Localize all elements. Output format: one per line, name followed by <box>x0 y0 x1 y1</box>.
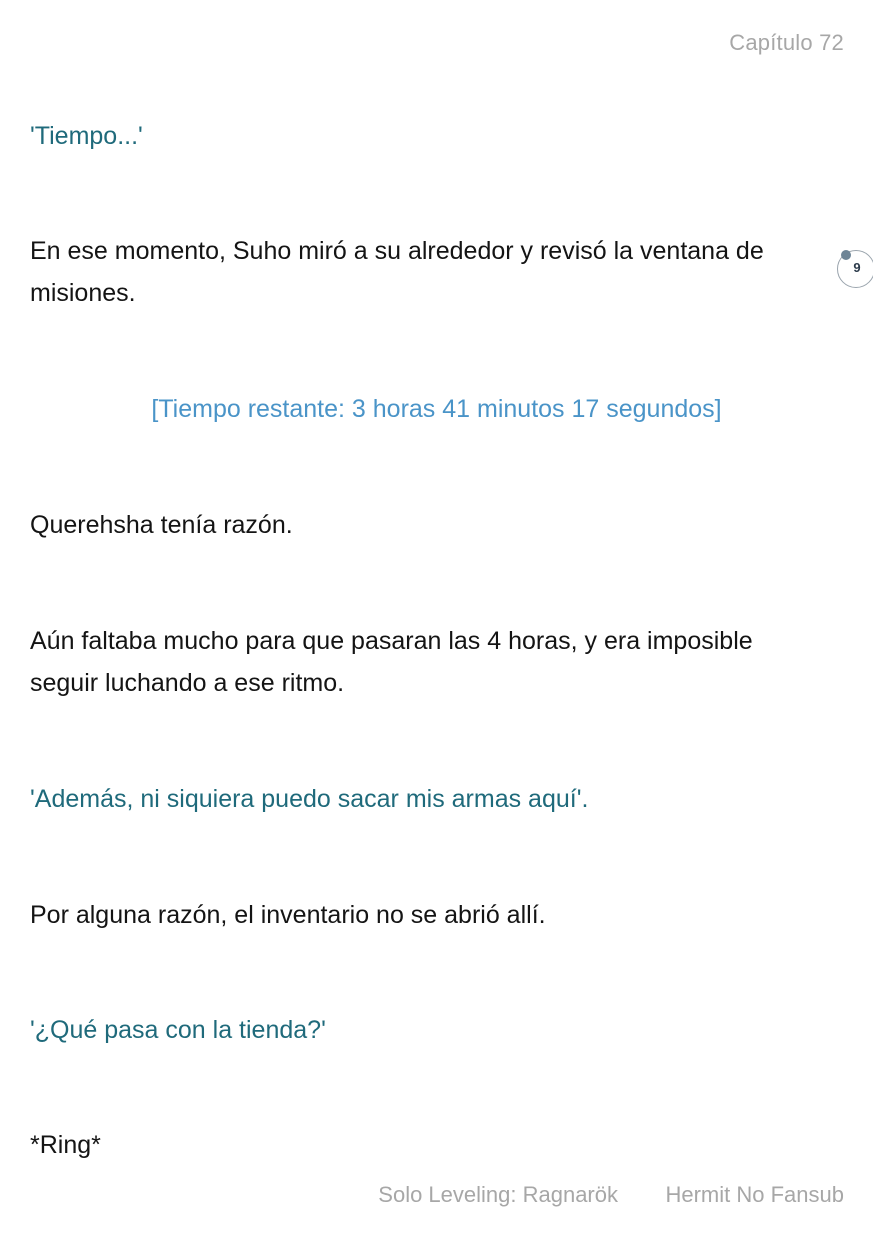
paragraph-line: Querehsha tenía razón. <box>30 511 293 539</box>
footnote-dot-icon <box>841 250 851 260</box>
thought-line-tienda: '¿Qué pasa con la tienda?' <box>30 1016 326 1044</box>
paragraph-line: Por alguna razón, el inventario no se abrió allí. <box>30 901 546 929</box>
paragraph-line: En ese momento, Suho miró a su alrededor y revisó la ventana de <box>30 237 764 265</box>
paragraph-line: seguir luchando a ese ritmo. <box>30 669 345 697</box>
sound-effect-line: *Ring* <box>30 1131 101 1159</box>
chapter-label: Capítulo 72 <box>729 30 844 55</box>
system-message: [Tiempo restante: 3 horas 41 minutos 17 segundos] <box>151 395 722 423</box>
thought-line-tiempo: 'Tiempo...' <box>30 122 143 150</box>
thought-line-armas: 'Además, ni siquiera puedo sacar mis armas aquí'. <box>30 785 589 813</box>
paragraph-line: Aún faltaba mucho para que pasaran las 4 horas, y era imposible <box>30 627 753 655</box>
footer-group-name: Hermit No Fansub <box>665 1182 844 1207</box>
footer-novel-title: Solo Leveling: Ragnarök <box>378 1182 618 1207</box>
footnote-number: 9 <box>853 260 861 275</box>
paragraph-line: misiones. <box>30 279 136 307</box>
